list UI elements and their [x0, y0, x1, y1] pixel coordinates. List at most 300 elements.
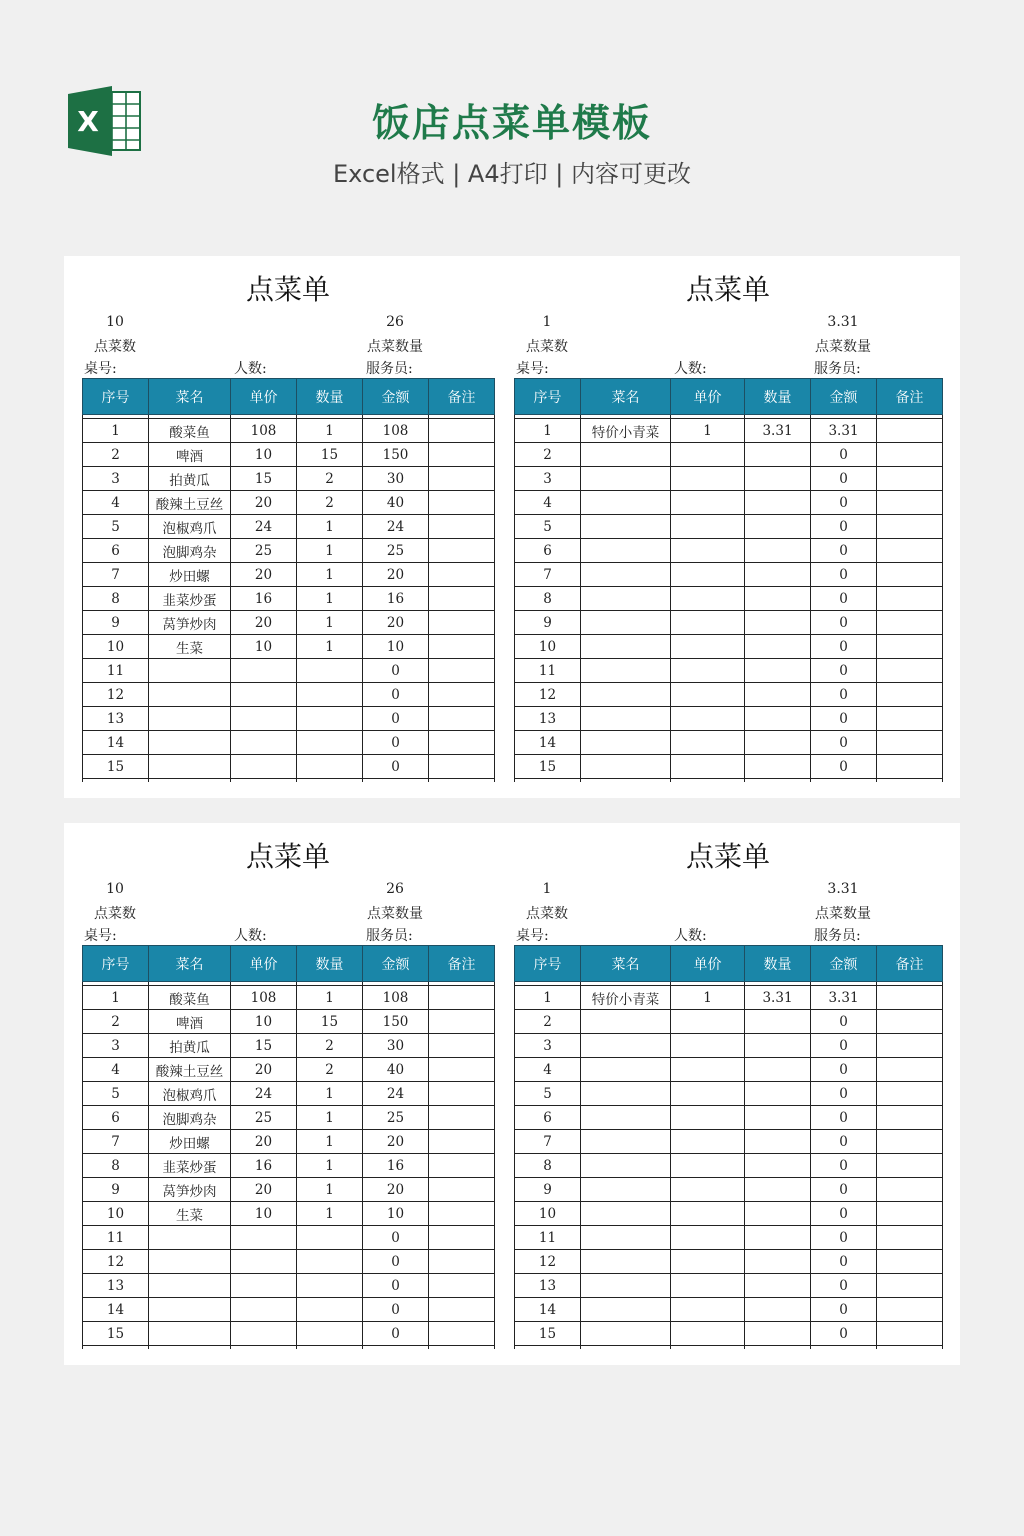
table-cell[interactable]: 11	[83, 659, 149, 683]
table-cell[interactable]: 5	[83, 515, 149, 539]
table-cell[interactable]: 0	[811, 1082, 877, 1106]
table-cell[interactable]	[671, 467, 745, 491]
table-cell[interactable]	[149, 659, 231, 683]
table-cell[interactable]: 15	[297, 1010, 363, 1034]
table-cell[interactable]	[429, 419, 495, 443]
table-cell[interactable]: 0	[811, 659, 877, 683]
table-cell[interactable]	[149, 683, 231, 707]
table-cell[interactable]: 1	[83, 419, 149, 443]
table-cell[interactable]	[745, 491, 811, 515]
table-cell[interactable]: 0	[811, 731, 877, 755]
table-cell[interactable]: 9	[83, 611, 149, 635]
table-cell[interactable]: 8	[515, 1154, 581, 1178]
table-cell[interactable]: 4	[83, 491, 149, 515]
table-cell[interactable]: 2	[297, 467, 363, 491]
table-cell[interactable]: 20	[363, 1130, 429, 1154]
table-cell[interactable]	[581, 467, 671, 491]
table-cell[interactable]	[671, 1034, 745, 1058]
table-cell[interactable]	[149, 1226, 231, 1250]
table-cell[interactable]: 24	[231, 1082, 297, 1106]
table-cell[interactable]	[581, 755, 671, 779]
table-cell[interactable]: 泡椒鸡爪	[149, 1082, 231, 1106]
table-cell[interactable]	[671, 1130, 745, 1154]
table-cell[interactable]: 108	[363, 419, 429, 443]
table-cell[interactable]: 莴笋炒肉	[149, 1178, 231, 1202]
table-cell[interactable]	[429, 443, 495, 467]
table-cell[interactable]: 0	[811, 443, 877, 467]
table-cell[interactable]: 11	[515, 659, 581, 683]
table-cell[interactable]: 13	[515, 1274, 581, 1298]
table-cell[interactable]: 特价小青菜	[581, 419, 671, 443]
table-cell[interactable]	[429, 515, 495, 539]
table-cell[interactable]: 0	[811, 1106, 877, 1130]
table-cell[interactable]: 20	[231, 491, 297, 515]
table-cell[interactable]	[149, 1298, 231, 1322]
table-cell[interactable]	[671, 1202, 745, 1226]
table-cell[interactable]: 10	[231, 443, 297, 467]
table-cell[interactable]: 0	[811, 611, 877, 635]
table-cell[interactable]	[745, 1058, 811, 1082]
table-cell[interactable]: 12	[515, 1250, 581, 1274]
table-cell[interactable]: 5	[515, 1082, 581, 1106]
table-cell[interactable]: 2	[83, 443, 149, 467]
table-cell[interactable]: 0	[363, 1298, 429, 1322]
table-cell[interactable]: 莴笋炒肉	[149, 611, 231, 635]
table-cell[interactable]: 炒田螺	[149, 1130, 231, 1154]
table-cell[interactable]	[581, 1298, 671, 1322]
table-cell[interactable]: 15	[515, 1322, 581, 1346]
table-cell[interactable]: 20	[231, 1130, 297, 1154]
table-cell[interactable]	[877, 683, 943, 707]
table-cell[interactable]	[581, 443, 671, 467]
table-cell[interactable]	[429, 1202, 495, 1226]
table-cell[interactable]	[877, 491, 943, 515]
table-cell[interactable]	[877, 731, 943, 755]
table-cell[interactable]	[877, 1034, 943, 1058]
table-cell[interactable]	[149, 1250, 231, 1274]
table-cell[interactable]: 11	[83, 1226, 149, 1250]
table-cell[interactable]	[877, 1226, 943, 1250]
table-cell[interactable]	[877, 443, 943, 467]
table-cell[interactable]: 12	[515, 683, 581, 707]
table-cell[interactable]	[745, 1298, 811, 1322]
table-cell[interactable]	[429, 587, 495, 611]
table-cell[interactable]	[671, 563, 745, 587]
table-cell[interactable]	[877, 1130, 943, 1154]
table-cell[interactable]	[877, 1322, 943, 1346]
table-cell[interactable]	[877, 635, 943, 659]
table-cell[interactable]	[581, 1322, 671, 1346]
table-cell[interactable]: 16	[231, 1154, 297, 1178]
table-cell[interactable]: 15	[231, 467, 297, 491]
table-cell[interactable]	[429, 1058, 495, 1082]
table-cell[interactable]	[149, 1322, 231, 1346]
table-cell[interactable]: 啤酒	[149, 443, 231, 467]
table-cell[interactable]	[231, 1322, 297, 1346]
table-cell[interactable]	[429, 1010, 495, 1034]
table-cell[interactable]	[671, 1082, 745, 1106]
table-cell[interactable]	[671, 491, 745, 515]
table-cell[interactable]: 1	[297, 419, 363, 443]
table-cell[interactable]	[671, 539, 745, 563]
table-cell[interactable]: 1	[297, 986, 363, 1010]
table-cell[interactable]: 40	[363, 491, 429, 515]
table-cell[interactable]: 9	[515, 1178, 581, 1202]
table-cell[interactable]: 5	[515, 515, 581, 539]
table-cell[interactable]: 啤酒	[149, 1010, 231, 1034]
table-cell[interactable]: 3	[515, 1034, 581, 1058]
table-cell[interactable]	[877, 587, 943, 611]
table-cell[interactable]: 0	[811, 1154, 877, 1178]
table-cell[interactable]: 24	[231, 515, 297, 539]
table-cell[interactable]: 2	[83, 1010, 149, 1034]
table-cell[interactable]	[581, 539, 671, 563]
table-cell[interactable]	[581, 491, 671, 515]
table-cell[interactable]	[745, 1202, 811, 1226]
table-cell[interactable]: 0	[811, 515, 877, 539]
table-cell[interactable]	[745, 587, 811, 611]
table-cell[interactable]	[231, 683, 297, 707]
table-cell[interactable]: 20	[231, 611, 297, 635]
table-cell[interactable]: 12	[83, 1250, 149, 1274]
table-cell[interactable]: 10	[515, 635, 581, 659]
table-cell[interactable]	[671, 1154, 745, 1178]
table-cell[interactable]	[671, 1010, 745, 1034]
table-cell[interactable]: 0	[811, 1010, 877, 1034]
table-cell[interactable]: 20	[363, 611, 429, 635]
table-cell[interactable]	[231, 1298, 297, 1322]
table-cell[interactable]: 2	[297, 491, 363, 515]
table-cell[interactable]: 4	[515, 491, 581, 515]
table-cell[interactable]: 14	[515, 731, 581, 755]
table-cell[interactable]: 0	[811, 539, 877, 563]
table-cell[interactable]: 0	[811, 1226, 877, 1250]
table-cell[interactable]: 15	[83, 755, 149, 779]
table-cell[interactable]: 0	[811, 467, 877, 491]
table-cell[interactable]: 12	[83, 683, 149, 707]
table-cell[interactable]: 0	[363, 707, 429, 731]
table-cell[interactable]	[581, 1178, 671, 1202]
table-cell[interactable]: 0	[811, 1130, 877, 1154]
table-cell[interactable]: 4	[515, 1058, 581, 1082]
table-cell[interactable]: 108	[363, 986, 429, 1010]
table-cell[interactable]: 生菜	[149, 1202, 231, 1226]
table-cell[interactable]: 11	[515, 1226, 581, 1250]
table-cell[interactable]: 13	[83, 1274, 149, 1298]
table-cell[interactable]: 8	[83, 587, 149, 611]
table-cell[interactable]: 4	[83, 1058, 149, 1082]
table-cell[interactable]: 3.31	[811, 419, 877, 443]
table-cell[interactable]	[429, 1082, 495, 1106]
table-cell[interactable]: 25	[363, 1106, 429, 1130]
table-cell[interactable]	[745, 731, 811, 755]
table-cell[interactable]	[745, 563, 811, 587]
table-cell[interactable]	[429, 1130, 495, 1154]
table-cell[interactable]	[297, 659, 363, 683]
table-cell[interactable]	[429, 563, 495, 587]
table-cell[interactable]	[149, 707, 231, 731]
table-cell[interactable]: 30	[363, 1034, 429, 1058]
table-cell[interactable]: 150	[363, 443, 429, 467]
table-cell[interactable]: 0	[811, 1202, 877, 1226]
table-cell[interactable]	[429, 539, 495, 563]
table-cell[interactable]: 10	[231, 1010, 297, 1034]
table-cell[interactable]: 10	[83, 1202, 149, 1226]
table-cell[interactable]	[297, 1298, 363, 1322]
table-cell[interactable]: 7	[515, 563, 581, 587]
table-cell[interactable]	[429, 1034, 495, 1058]
table-cell[interactable]: 0	[811, 1322, 877, 1346]
table-cell[interactable]	[671, 1106, 745, 1130]
table-cell[interactable]	[149, 731, 231, 755]
table-cell[interactable]	[671, 731, 745, 755]
table-cell[interactable]	[429, 707, 495, 731]
table-cell[interactable]: 0	[363, 1250, 429, 1274]
table-cell[interactable]	[429, 731, 495, 755]
table-cell[interactable]: 25	[231, 1106, 297, 1130]
table-cell[interactable]	[877, 1010, 943, 1034]
table-cell[interactable]	[671, 635, 745, 659]
table-cell[interactable]	[429, 1154, 495, 1178]
table-cell[interactable]: 酸菜鱼	[149, 419, 231, 443]
table-cell[interactable]	[429, 1250, 495, 1274]
table-cell[interactable]	[429, 635, 495, 659]
table-cell[interactable]: 2	[297, 1034, 363, 1058]
table-cell[interactable]: 6	[515, 1106, 581, 1130]
table-cell[interactable]	[745, 1010, 811, 1034]
table-cell[interactable]: 7	[83, 563, 149, 587]
table-cell[interactable]: 14	[83, 1298, 149, 1322]
table-cell[interactable]: 拍黄瓜	[149, 1034, 231, 1058]
table-cell[interactable]	[745, 1106, 811, 1130]
table-cell[interactable]	[297, 683, 363, 707]
table-cell[interactable]: 7	[83, 1130, 149, 1154]
table-cell[interactable]	[877, 611, 943, 635]
table-cell[interactable]: 泡椒鸡爪	[149, 515, 231, 539]
table-cell[interactable]	[231, 755, 297, 779]
table-cell[interactable]	[745, 467, 811, 491]
table-cell[interactable]	[745, 515, 811, 539]
table-cell[interactable]: 10	[363, 635, 429, 659]
table-cell[interactable]	[745, 539, 811, 563]
table-cell[interactable]	[581, 1274, 671, 1298]
table-cell[interactable]: 炒田螺	[149, 563, 231, 587]
table-cell[interactable]: 2	[515, 1010, 581, 1034]
table-cell[interactable]: 0	[811, 683, 877, 707]
table-cell[interactable]: 5	[83, 1082, 149, 1106]
table-cell[interactable]	[671, 611, 745, 635]
table-cell[interactable]: 1	[297, 515, 363, 539]
table-cell[interactable]: 0	[811, 635, 877, 659]
table-cell[interactable]: 15	[83, 1322, 149, 1346]
table-cell[interactable]: 韭菜炒蛋	[149, 587, 231, 611]
table-cell[interactable]	[877, 1298, 943, 1322]
table-cell[interactable]	[877, 1082, 943, 1106]
table-cell[interactable]: 1	[297, 1082, 363, 1106]
table-cell[interactable]	[671, 1058, 745, 1082]
table-cell[interactable]	[429, 467, 495, 491]
table-cell[interactable]	[745, 707, 811, 731]
table-cell[interactable]	[581, 587, 671, 611]
table-cell[interactable]	[297, 1274, 363, 1298]
table-cell[interactable]: 1	[297, 1178, 363, 1202]
table-cell[interactable]	[581, 1226, 671, 1250]
table-cell[interactable]	[581, 1058, 671, 1082]
table-cell[interactable]	[581, 635, 671, 659]
table-cell[interactable]: 0	[811, 1274, 877, 1298]
table-cell[interactable]: 泡脚鸡杂	[149, 539, 231, 563]
table-cell[interactable]: 10	[363, 1202, 429, 1226]
table-cell[interactable]: 8	[83, 1154, 149, 1178]
table-cell[interactable]: 0	[811, 1034, 877, 1058]
table-cell[interactable]	[745, 1226, 811, 1250]
table-cell[interactable]	[581, 611, 671, 635]
table-cell[interactable]: 0	[363, 659, 429, 683]
table-cell[interactable]: 拍黄瓜	[149, 467, 231, 491]
table-cell[interactable]	[581, 1250, 671, 1274]
table-cell[interactable]: 40	[363, 1058, 429, 1082]
table-cell[interactable]: 0	[811, 1250, 877, 1274]
table-cell[interactable]: 20	[363, 563, 429, 587]
table-cell[interactable]	[581, 515, 671, 539]
table-cell[interactable]	[149, 1274, 231, 1298]
table-cell[interactable]: 0	[811, 563, 877, 587]
table-cell[interactable]	[671, 443, 745, 467]
table-cell[interactable]	[877, 1058, 943, 1082]
table-cell[interactable]	[231, 1250, 297, 1274]
table-cell[interactable]: 1	[297, 1106, 363, 1130]
table-cell[interactable]: 韭菜炒蛋	[149, 1154, 231, 1178]
table-cell[interactable]: 0	[363, 1226, 429, 1250]
table-cell[interactable]	[745, 1250, 811, 1274]
table-cell[interactable]	[581, 1082, 671, 1106]
table-cell[interactable]: 生菜	[149, 635, 231, 659]
table-cell[interactable]	[745, 1178, 811, 1202]
table-cell[interactable]	[581, 683, 671, 707]
table-cell[interactable]: 10	[231, 635, 297, 659]
table-cell[interactable]: 6	[83, 1106, 149, 1130]
table-cell[interactable]	[671, 683, 745, 707]
table-cell[interactable]	[429, 491, 495, 515]
table-cell[interactable]	[745, 1322, 811, 1346]
table-cell[interactable]: 1	[671, 419, 745, 443]
table-cell[interactable]	[671, 659, 745, 683]
table-cell[interactable]	[429, 683, 495, 707]
table-cell[interactable]	[429, 755, 495, 779]
table-cell[interactable]: 0	[811, 1058, 877, 1082]
table-cell[interactable]: 24	[363, 515, 429, 539]
table-cell[interactable]: 0	[811, 587, 877, 611]
table-cell[interactable]: 2	[297, 1058, 363, 1082]
table-cell[interactable]	[877, 986, 943, 1010]
table-cell[interactable]	[877, 1178, 943, 1202]
table-cell[interactable]	[231, 731, 297, 755]
table-cell[interactable]	[429, 1298, 495, 1322]
table-cell[interactable]: 特价小青菜	[581, 986, 671, 1010]
table-cell[interactable]: 10	[231, 1202, 297, 1226]
table-cell[interactable]: 108	[231, 986, 297, 1010]
table-cell[interactable]: 1	[297, 635, 363, 659]
table-cell[interactable]	[745, 1154, 811, 1178]
table-cell[interactable]	[745, 659, 811, 683]
table-cell[interactable]	[297, 731, 363, 755]
table-cell[interactable]	[745, 1082, 811, 1106]
table-cell[interactable]	[581, 1130, 671, 1154]
table-cell[interactable]: 9	[83, 1178, 149, 1202]
table-cell[interactable]: 9	[515, 611, 581, 635]
table-cell[interactable]: 0	[811, 1178, 877, 1202]
table-cell[interactable]	[429, 1322, 495, 1346]
table-cell[interactable]	[745, 1034, 811, 1058]
table-cell[interactable]: 20	[363, 1178, 429, 1202]
table-cell[interactable]: 25	[363, 539, 429, 563]
table-cell[interactable]	[581, 1034, 671, 1058]
table-cell[interactable]: 10	[83, 635, 149, 659]
table-cell[interactable]	[297, 1322, 363, 1346]
table-cell[interactable]	[671, 1298, 745, 1322]
table-cell[interactable]	[877, 563, 943, 587]
table-cell[interactable]: 14	[83, 731, 149, 755]
table-cell[interactable]	[231, 1274, 297, 1298]
table-cell[interactable]	[671, 1274, 745, 1298]
table-cell[interactable]: 酸辣土豆丝	[149, 491, 231, 515]
table-cell[interactable]	[671, 755, 745, 779]
table-cell[interactable]: 30	[363, 467, 429, 491]
table-cell[interactable]	[745, 755, 811, 779]
table-cell[interactable]: 3	[83, 1034, 149, 1058]
table-cell[interactable]	[877, 1154, 943, 1178]
table-cell[interactable]	[581, 659, 671, 683]
table-cell[interactable]: 1	[297, 1154, 363, 1178]
table-cell[interactable]: 15	[231, 1034, 297, 1058]
table-cell[interactable]	[429, 611, 495, 635]
table-cell[interactable]: 1	[671, 986, 745, 1010]
table-cell[interactable]: 16	[231, 587, 297, 611]
table-cell[interactable]	[581, 731, 671, 755]
table-cell[interactable]	[877, 1202, 943, 1226]
table-cell[interactable]: 0	[811, 755, 877, 779]
table-cell[interactable]: 15	[515, 755, 581, 779]
table-cell[interactable]: 15	[297, 443, 363, 467]
table-cell[interactable]: 20	[231, 563, 297, 587]
table-cell[interactable]	[297, 1250, 363, 1274]
table-cell[interactable]: 1	[297, 611, 363, 635]
table-cell[interactable]	[581, 1202, 671, 1226]
table-cell[interactable]	[581, 563, 671, 587]
table-cell[interactable]: 0	[363, 1322, 429, 1346]
table-cell[interactable]: 3.31	[745, 419, 811, 443]
table-cell[interactable]: 3	[515, 467, 581, 491]
table-cell[interactable]: 0	[363, 1274, 429, 1298]
table-cell[interactable]	[671, 707, 745, 731]
table-cell[interactable]: 7	[515, 1130, 581, 1154]
table-cell[interactable]: 1	[297, 587, 363, 611]
table-cell[interactable]	[877, 755, 943, 779]
table-cell[interactable]: 6	[83, 539, 149, 563]
table-cell[interactable]: 0	[363, 683, 429, 707]
table-cell[interactable]: 泡脚鸡杂	[149, 1106, 231, 1130]
table-cell[interactable]: 3.31	[745, 986, 811, 1010]
table-cell[interactable]: 1	[297, 539, 363, 563]
table-cell[interactable]: 13	[515, 707, 581, 731]
table-cell[interactable]	[877, 1274, 943, 1298]
table-cell[interactable]: 16	[363, 587, 429, 611]
table-cell[interactable]: 0	[811, 707, 877, 731]
table-cell[interactable]: 1	[515, 419, 581, 443]
table-cell[interactable]	[745, 683, 811, 707]
table-cell[interactable]	[745, 611, 811, 635]
table-cell[interactable]: 13	[83, 707, 149, 731]
